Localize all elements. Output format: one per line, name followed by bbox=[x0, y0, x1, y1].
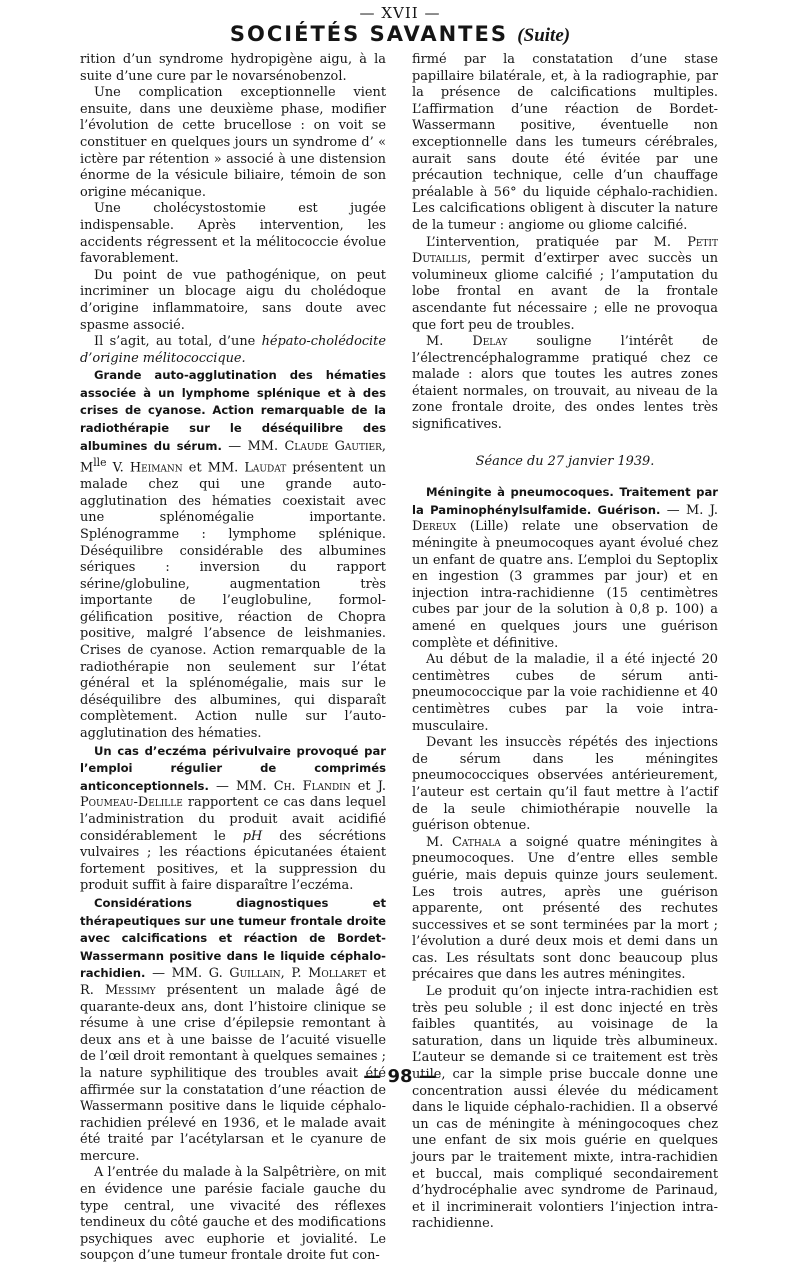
report-auto-agglutination bbox=[80, 367, 386, 742]
author-name: J. Poumeau-Delille bbox=[80, 778, 386, 811]
page-number: — 98 — bbox=[363, 1066, 437, 1087]
paragraph: firmé par la constatation d’une stase papillaire bilatérale, et, à la radiographie, par la présence de calcifications multiples. L’affirmation d’une réaction de Bordet-Wassermann positive, éventuelle non exceptionnelle dans les tumeurs cérébrales, aurait sans doute été évitée par une précaution technique, celle d’un chauffage préalable à 56° du liquide céphalo-rachidien. Les calcifications obligent à discuter la nature de la tumeur : angiome ou gliome calcifié. bbox=[412, 52, 718, 233]
author-name: P. Mollaret bbox=[291, 966, 367, 982]
report-body: présentent un malade chez qui une grande auto-agglutination des hématies coexistait avec une splénomégalie importante. Splénogramme : lymphome splénique. Déséquilibre considérable des albumines sériques : inversion du rapport sérine/globuline, augmentation très importante de l’euglobuline, formol-gélification positive, réaction de Chopra positive, malgré l’absence de leishmanies. Crises de cyanose. Action remarquable de la radiothérapie non seulement sur l’état général et la splénomégalie, mais sur le déséquilibre des albumines, qui disparaît complètement. Action nulle sur l’auto-agglutination des hématies. bbox=[80, 460, 386, 742]
author-name: J. Dereux bbox=[412, 502, 718, 535]
text-run: et MM. bbox=[182, 460, 245, 476]
author-name: Petit Dutaillis bbox=[412, 234, 718, 267]
report-tumeur-frontale bbox=[80, 895, 386, 1166]
author-name: G. Guillain bbox=[208, 966, 281, 982]
author-name: V. Heimann bbox=[106, 460, 183, 476]
right-column bbox=[412, 52, 718, 1233]
text-run: , M bbox=[80, 438, 386, 476]
paragraph: rition d’un syndrome hydropigène aigu, à la suite d’une cure par le novarsénobenzol. bbox=[80, 52, 386, 84]
paragraph bbox=[80, 334, 386, 367]
paragraph bbox=[412, 235, 718, 335]
title-suffix: (Suite) bbox=[517, 25, 571, 46]
text-run: — MM. bbox=[208, 778, 274, 794]
paragraph: Une complication exceptionnelle vient ensuite, dans une deuxième phase, modifier l’évolution de cette brucellose : on voit se constituer en quelques jours un syndrome d’ « ictère par rétention » associé à une distension énorme de la vésicule biliaire, témoin de son origine mécanique. bbox=[80, 85, 386, 200]
report-meningite bbox=[412, 484, 718, 652]
text-run: M. bbox=[426, 834, 453, 850]
report-body: (Lille) relate une observation de méningite à pneumocoques ayant évolué chez un enfant de quatre ans. L’emploi du Septoplix en ingestion (3 grammes par jour) et en injection intra-rachidienne (15 centimètres cubes par jour de la solution à 0,8 p. 100) a amené en quelques jours une guérison complète et définitive. bbox=[412, 519, 718, 651]
paragraph: Devant les insuccès répétés des injections de sérum dans les méningites pneumococciques observées antérieurement, l’auteur est certain qu’il faut mettre à l’actif de la seule chimiothérapie nouvelle la guérison obtenue. bbox=[412, 735, 718, 834]
author-name: Delay bbox=[472, 334, 508, 350]
paragraph bbox=[412, 835, 718, 984]
author-name: Ch. Flandin bbox=[273, 778, 351, 794]
italic-text: hépato-cholédocite d’origine mélitococcique. bbox=[80, 334, 386, 366]
report-body: rapportent ce cas dans lequel l’administration du produit avait acidifié considérablement le bbox=[80, 795, 386, 844]
report-title: Méningite à pneumocoques. Traitement par la Paminophénylsulfamide. Guérison. bbox=[412, 485, 718, 517]
italic-text: pH bbox=[242, 828, 263, 844]
report-title: Considérations diagnostiques et thérapeutiques sur une tumeur frontale droite avec calcifications et réaction de Bordet-Wassermann positive dans le liquide céphalo-rachidien. bbox=[80, 895, 386, 981]
superscript: lle bbox=[93, 456, 107, 470]
text-run: , bbox=[280, 966, 292, 982]
paragraph: A l’entrée du malade à la Salpêtrière, on mit en évidence une parésie faciale gauche du type central, une vivacité des réflexes tendineux du côté gauche et des modifications psychiques avec euphorie et jovialité. Le soupçon d’une tumeur frontale droite fut con- bbox=[80, 1165, 386, 1264]
text-run: M. bbox=[426, 334, 473, 350]
roman-page-number: — XVII — bbox=[359, 4, 441, 22]
report-eczema bbox=[80, 743, 386, 895]
report-body: des sécrétions vulvaires ; les réactions épicutanées étaient fortement positives, et la suppression du produit suffit à faire disparaître l’eczéma. bbox=[80, 828, 386, 894]
paragraph: Du point de vue pathogénique, on peut incriminer un blocage aigu du cholédoque d’origine inflammatoire, sans doute avec spasme associé. bbox=[80, 267, 386, 333]
paragraph bbox=[412, 334, 718, 434]
text-run: — MM. bbox=[221, 438, 285, 454]
report-body: présentent un malade âgé de quarante-deux ans, dont l’histoire clinique se résume à une crise d’épilepsie remontant à deux ans et à une baisse de l’acuité visuelle de l’œil droit remontant à quelques semaines ; la nature syphilitique des troubles avait été affirmée sur la constatation d’une réaction de Wassermann positive dans le liquide céphalo-rachidien prélevé en 1936, et le malade avait été traité par l’acétylarsan et le cyanure de mercure. bbox=[80, 982, 386, 1164]
text-run: — MM. bbox=[145, 966, 209, 982]
text-run: et bbox=[350, 778, 378, 794]
title-main: SOCIÉTÉS SAVANTES bbox=[229, 22, 508, 46]
paragraph: Au début de la maladie, il a été injecté 20 centimètres cubes de sérum anti-pneumococcique par la voie rachidienne et 40 centimètres cubes par la voie intra-musculaire. bbox=[412, 652, 718, 734]
text-run: , permit d’extirper avec succès un volumineux gliome calcifié ; l’amputation du lobe frontal en avant de la frontale ascendante fut nécessaire ; elle ne provoqua que fort peu de troubles. bbox=[412, 251, 718, 333]
text-run: L’intervention, pratiquée par M. bbox=[426, 234, 688, 250]
text-run: et bbox=[366, 966, 386, 982]
text-run: — M. bbox=[660, 502, 710, 518]
author-name: R. Messimy bbox=[80, 982, 156, 998]
report-title: Grande auto-agglutination des hématies associée à un lymphome splénique et à des crises de cyanose. Action remarquable de la radiothérapie sur le déséquilibre des albumines du sérum. bbox=[80, 368, 386, 453]
page-title bbox=[0, 22, 800, 47]
paragraph: Une cholécystostomie est jugée indispensable. Après intervention, les accidents régressent et la mélitococcie évolue favorablement. bbox=[80, 201, 386, 267]
text-run: souligne l’intérêt de l’électrencéphalogramme pratiqué chez ce malade : alors que toutes les autres zones étaient normales, on trouvait, au niveau de la zone frontale droite, des ondes lentes très significatives. bbox=[412, 334, 718, 433]
author-name: Cathala bbox=[452, 834, 501, 850]
session-heading: Séance du 27 janvier 1939. bbox=[475, 453, 655, 469]
author-name: Claude Gautier bbox=[284, 438, 382, 454]
paragraph: Le produit qu’on injecte intra-rachidien est très peu soluble ; il est donc injecté en très faibles quantités, au voisinage de la saturation, dans un liquide très albumineux. L’auteur se demande si ce traitement est très utile, car la simple prise buccale donne une concentration aussi élevée du médicament dans le liquide céphalo-rachidien. Il a observé un cas de méningite à méningocoques chez une enfant de six mois guérie en quelques jours par le traitement mixte, intra-rachidien et buccal, mais compliqué secondairement d’hydrocéphalie avec syndrome de Parinaud, et il incriminerait volontiers l’injection intra-rachidienne. bbox=[412, 984, 718, 1232]
author-name: Laudat bbox=[244, 460, 287, 476]
text-run: a soigné quatre méningites à pneumocoques. Une d’entre elles semble guérie, mais depuis quinze jours seulement. Les trois autres, après une guérison apparente, ont présenté des rechutes successives et se sont terminées par la mort ; l’évolution a duré deux mois et demi dans un cas. Les résultats sont donc beaucoup plus précaires que dans les autres méningites. bbox=[412, 834, 718, 983]
text-run: Il s’agit, au total, d’une bbox=[94, 334, 262, 350]
report-title: Un cas d’eczéma périvulvaire provoqué par l’emploi régulier de comprimés anticonceptionnels. bbox=[80, 743, 386, 793]
